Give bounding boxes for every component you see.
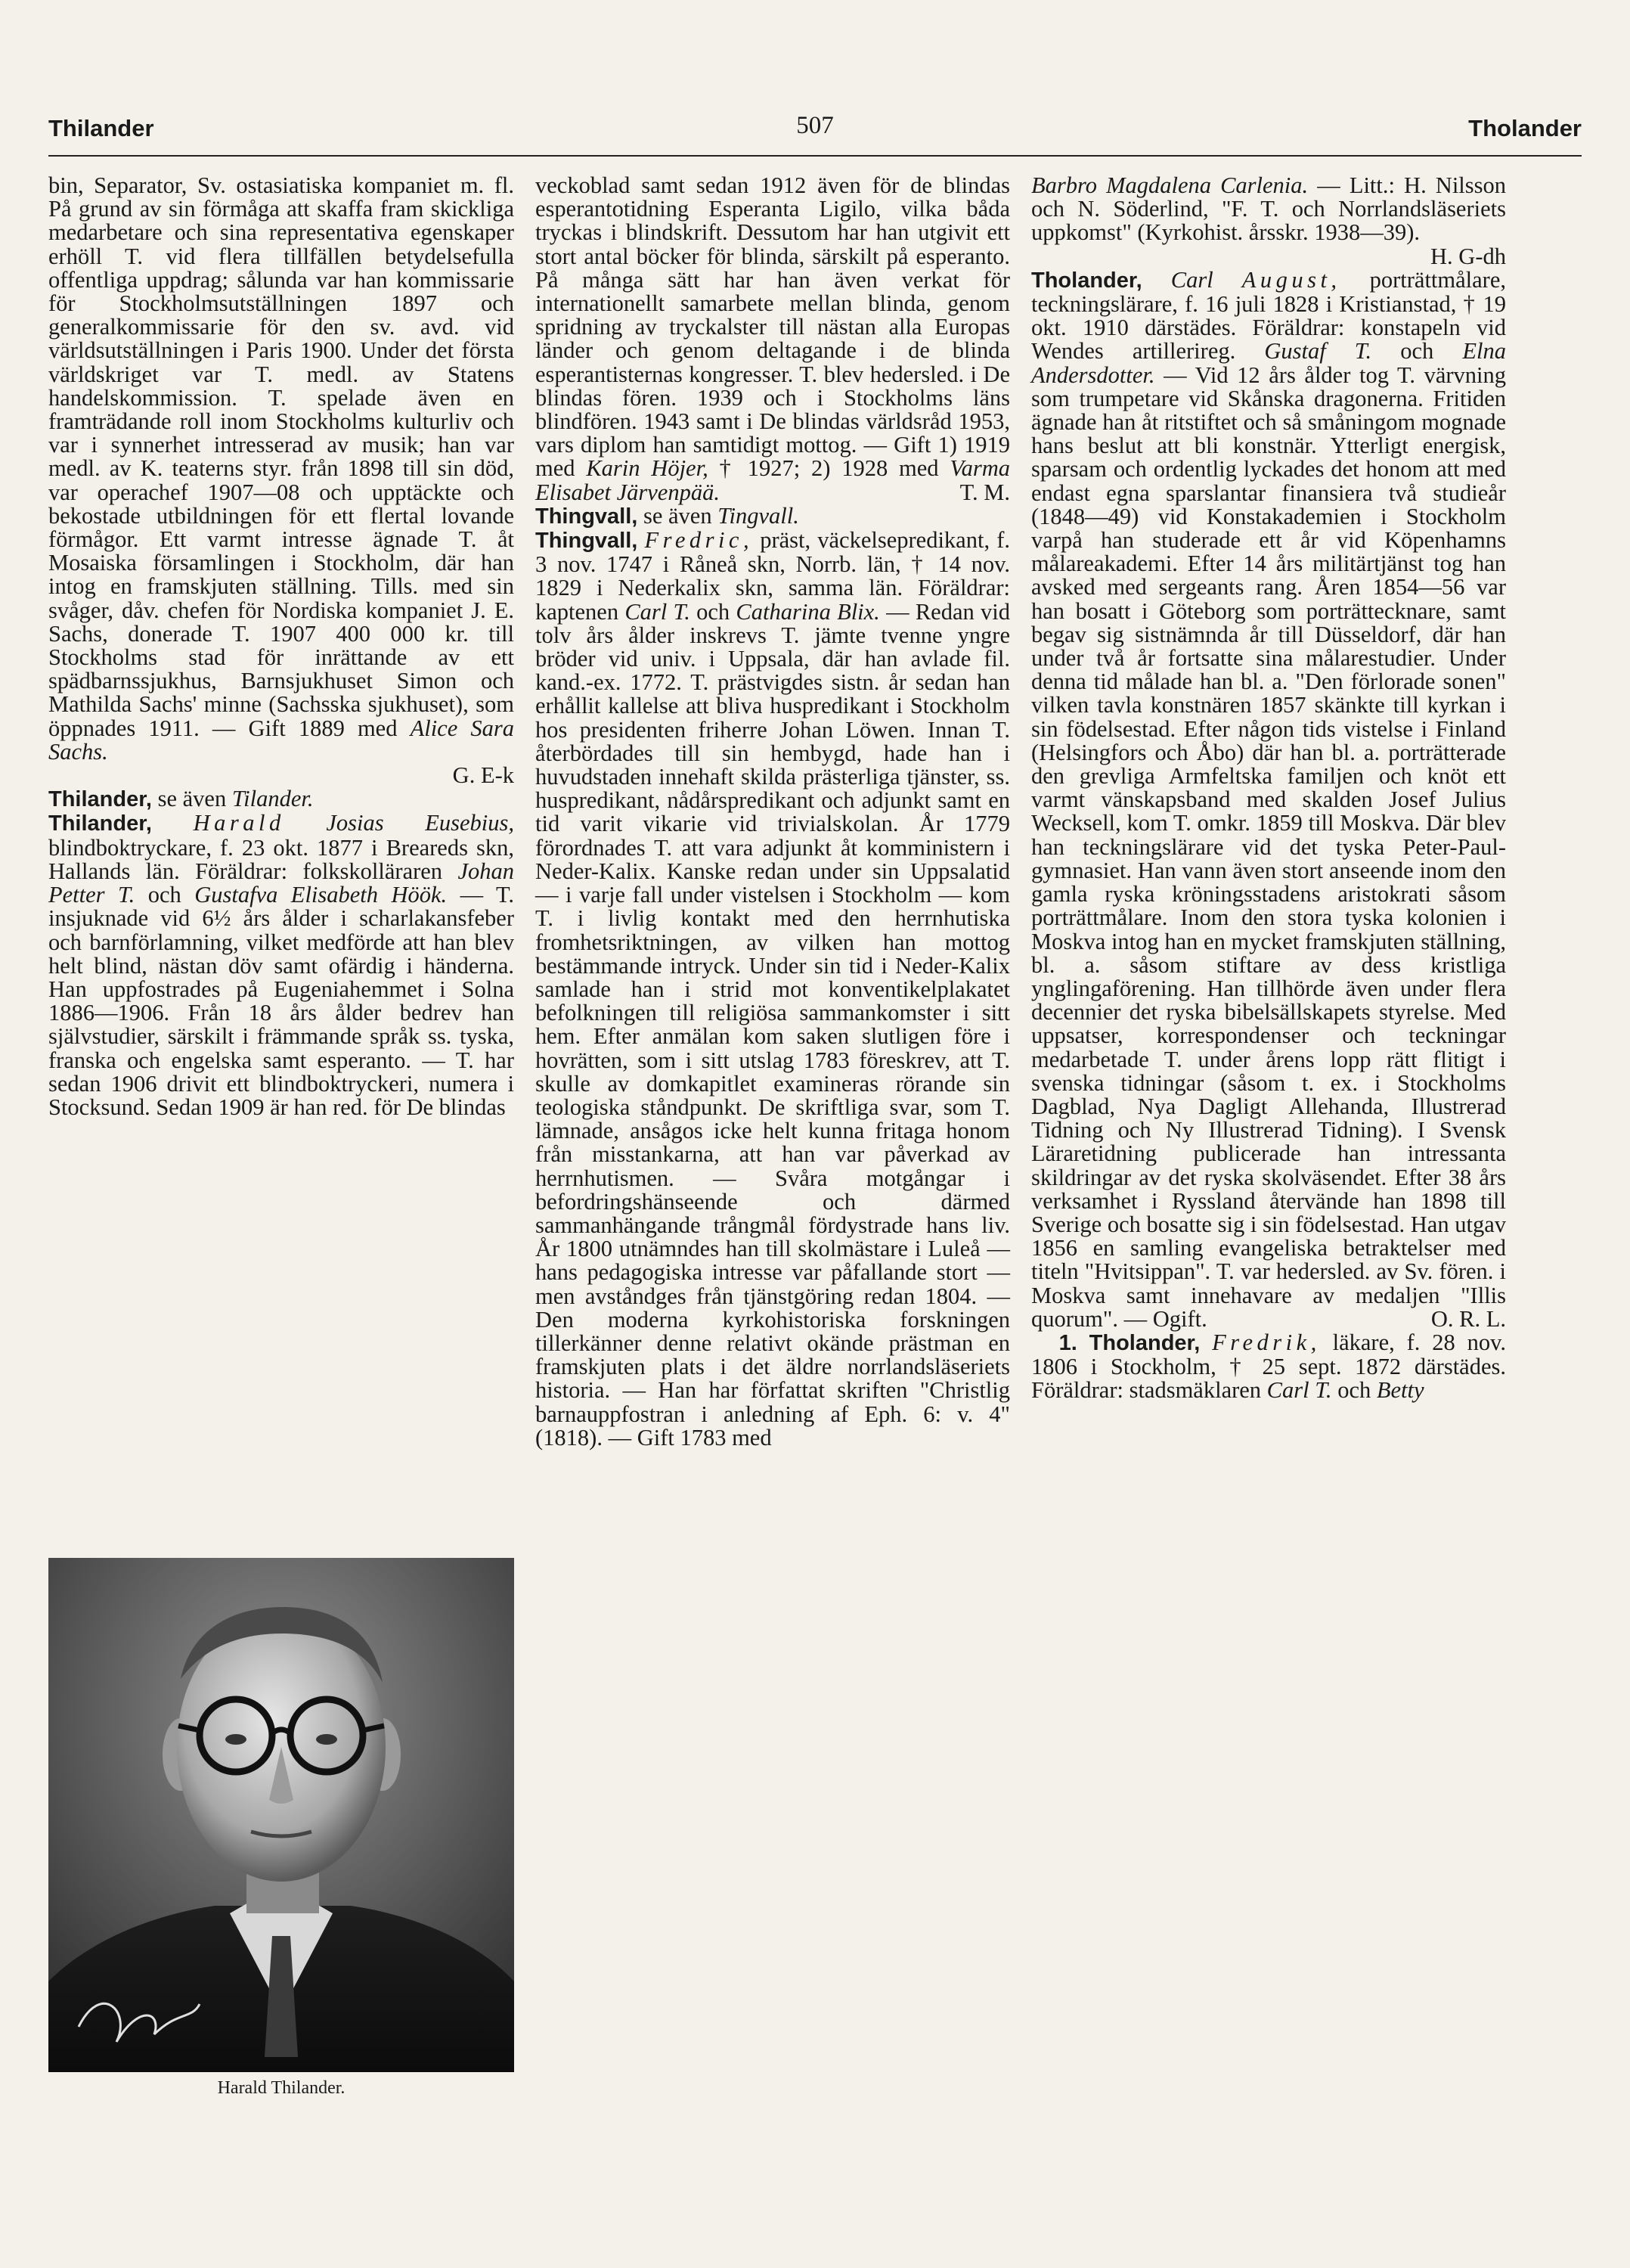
- author-signature: O. R. L.: [1430, 1305, 1506, 1332]
- entry-harald-thilander: Thilander, Harald Josias Eusebius, blindboktryckare, f. 23 okt. 1877 i Breareds skn, Hallands län. Föräldrar: folkskolläraren Johan Petter T. och Gustafva Elisabeth Höök. — T. insjuknade vid 6½ års ålder i scharlakansfeber och barnförlamning, vilket medförde att han blev helt blind, nästan döv samt ofärdig i händerna. Han uppfostrades på Eugeniahemmet i Solna 1886—1906. Från 18 års ålder bedrev han självstudier, särskilt i främmande språk ss. tyska, franska och engelska samt esperanto. — T. har sedan 1906 drivit ett blindboktryckeri, numera i Stocksund. Sedan 1909 är han red. för De blindas: [48, 810, 515, 1120]
- headword: Thilander,: [48, 787, 152, 812]
- headword: Thingvall,: [535, 529, 638, 554]
- column-1: [48, 174, 514, 1119]
- entry-continuation: Barbro Magdalena Carlenia. — Litt.: H. Nilsson och N. Söderlind, "F. T. och Norrlandsläseriets uppkomst" (Kyrkohist. årsskr. 1938—39).: [1031, 172, 1507, 246]
- headword: Thilander,: [48, 811, 152, 836]
- portrait-photo: [48, 1558, 514, 2072]
- cross-reference: Thingvall, se även Tingvall.: [535, 502, 799, 529]
- headword: Thingvall,: [535, 504, 638, 529]
- author-signature: H. G-dh: [1430, 243, 1506, 269]
- header-left-word: Thilander: [48, 115, 154, 141]
- entry-continuation: bin, Separator, Sv. ostasiatiska kompaniet m. fl. På grund av sin förmåga att skaffa fram skickliga medarbetare och sina representativa egenskaper erhöll T. vid flera tillfällen betydelsefulla offentliga uppdrag; sålunda var han kommissarie för Stockholmsutställningen 1897 och generalkommissarie för den sv. avd. vid världsutställningen i Paris 1900. Under det första världskriget var T. medl. av Statens handelskommission. T. spelade även en framträdande roll inom Stockholms kulturliv och var i synnerhet intresserad av musik; han var medl. av K. teaterns styr. från 1898 till sin död, var operachef 1907—08 och upptäckte och bekostade utbildningen för ett flertal lovande förmågor. Ett varmt intresse ägnade T. åt Mosaiska församlingen i Stockholm, där han intog en framskjuten ställning. Tills. med sin svåger, dåv. chefen för Nordiska kompaniet J. E. Sachs, donerade T. 1907 400 000 kr. till Stockholms stad för inrättande av ett spädbarnssjukhus, Barnsjukhuset Simon och Mathilda Sachs' minne (Sachsska sjukhuset), som öppnades 1911. — Gift 1889 med Alice Sara Sachs.: [48, 172, 514, 765]
- spouse-name: Alice Sara Sachs.: [48, 715, 514, 765]
- page-number: 507: [796, 112, 834, 139]
- headword: Tholander,: [1031, 268, 1142, 293]
- portrait-image: [48, 1558, 514, 2072]
- cross-reference: Thilander, se även Tilander.: [48, 786, 314, 812]
- running-header: [48, 106, 1582, 151]
- entry-carl-august-tholander: Tholander, Carl August, porträttmålare, teckningslärare, f. 16 juli 1828 i Kristianstad, † 19 okt. 1910 därstädes. Föräldrar: konstapeln vid Wendes artillerireg. Gustaf T. och Elna Andersdotter. — Vid 12 års ålder tog T. värvning som trumpetare vid Skånska dragonerna. Fritiden ägnade han åt ritstiftet och så småningom mognade hans beslut att bli konstnär. Ytterligt energisk, sparsam och ordentlig lyckades det honom att med endast egna sparslantar finansiera två studieår (1848—49) vid Konstakademien i Stockholm varpå han studerade ett år vid Köpenhamns målareakademi. Efter 14 års militärtjänst tog han avsked med sergeants rang. Åren 1854—56 var han bosatt i Göteborg som porträttecknare, samt begav sig sistnämnda år till Düsseldorf, där han under två år fortsatte sina målarestudier. Under denna tid målade han bl. a. "Den förlorade sonen" vilken tavla konstnären 1857 skänkte till kyrkan i sin födelsestad. Efter någon tids vistelse i Finland (Helsingfors och Åbo) där han bl. a. porträtterade den grevliga Armfeltska familjen och knöt ett varmt vänskapsband med skalden Josef Julius Wecksell, kom T. omkr. 1859 till Moskva. Där blev han teckningslärare vid det tyska Peter-Paul-gymnasiet. Han vann även stort anseende inom den gamla ryska kröningsstadens aristokrati såsom porträttmålare. Inom den stora tyska kolonien i Moskva intog han en mycket framskjuten ställning, bl. a. såsom stiftare av dess kristliga ynglingaförening. Han tillhörde även under flera decennier det ryska bibelsällskapets styrelse. Med uppsatser, korrespondenser och teckningar medarbetade T. under årens lopp rätt flitigt i svenska tidningar (såsom t. ex. i Stockholms Dagblad, Nya Dagligt Allehanda, Illustrerad Tidning och Ny Illustrerad Tidning). I Svensk Läraretidning publicerade han intressanta skildringar av det ryska skolväsendet. Efter 38 års verksamhet i Ryssland återvände han 1898 till Sverige och bosatte sig i sin födelsestad. Han utgav 1856 en samling evangeliska betraktelser med titeln "Hvitsippan". T. var hedersled. av Sv. fören. i Moskva samt innehavare av medaljen "Illis quorum". — Ogift. O. R. L.: [1031, 266, 1506, 1332]
- column-2: [535, 174, 1010, 1450]
- column-3: [1031, 174, 1506, 1403]
- header-rule: [48, 155, 1582, 157]
- header-right-word: Tholander: [1468, 115, 1582, 141]
- author-signature: T. M.: [959, 479, 1010, 505]
- photo-caption: Harald Thilander.: [217, 2078, 346, 2098]
- entry-continuation: veckoblad samt sedan 1912 även för de blindas esperantotidning Esperanta Ligilo, vilka båda tryckas i blindskrift. Dessutom har han utgivit ett stort antal böcker för blinda, särskilt på esperanto. På många sätt har han även verkat för internationellt samarbete mellan blinda, genom spridning av tryckalster till nästan alla Europas länder och genom deltagande i de blinda esperantisternas kongresser. T. blev hedersled. i De blindas fören. 1939 och i Stockholms läns blindfören. 1943 samt i De blindas världsråd 1953, vars diplom han samtidigt mottog. — Gift 1) 1919 med Karin Höjer, † 1927; 2) 1928 med Varma Elisabet Järvenpää. T. M.: [535, 172, 1010, 505]
- author-signature: G. E-k: [452, 762, 514, 789]
- headword: Tholander,: [1089, 1330, 1201, 1355]
- entry-fredrik-tholander: 1. Tholander, Fredrik, läkare, f. 28 nov. 1806 i Stockholm, † 25 sept. 1872 därstädes. Föräldrar: stadsmäklaren Carl T. och Betty: [1031, 1329, 1507, 1404]
- entry-fredric-thingvall: Thingvall, Fredric, präst, väckelsepredikant, f. 3 nov. 1747 i Råneå skn, Norrb. län, † 14 nov. 1829 i Nederkalix skn, samma län. Föräldrar: kaptenen Carl T. och Catharina Blix. — Redan vid tolv års ålder inskrevs T. jämte tvenne yngre bröder vid univ. i Uppsala, där han avlade fil. kand.-ex. 1772. T. prästvigdes sistn. år sedan han erhållit kallelse att bliva huspredikant i Stockholm hos presidenten friherre Johan Löwen. Innan T. återbördades till sin hembygd, hade han i huvudstaden innehaft skilda prästerliga tjänster, ss. huspredikant, nådårspredikant och adjunkt samt en tid varit vikarie vid trivialskolan. År 1779 förordnades T. att vara adjunkt åt komministern i Neder-Kalix. Kanske redan under sin Uppsalatid — i varje fall under vistelsen i Stockholm — kom T. i livlig kontakt med den herrnhutiska fromhetsriktningen, av vilken han mottog bestämmande intryck. Under sin tid i Neder-Kalix samlade han i strid mot konventikelplakatet befolkningen till religiösa sammankomster i sitt hem. Efter anmälan kom saken slutligen före i hovrätten, som i sitt utslag 1783 föreskrev, att T. skulle av domkapitlet examineras rörande sin teologiska ståndpunkt. De skriftliga svar, som T. lämnade, ansågos icke helt kunna fritaga honom från misstankarna, att han var påverkad av herrnhutismen. — Svåra motgångar i befordringshänseende och därmed sammanhängande trångmål fördystrade hans liv. År 1800 utnämndes han till skolmästare i Luleå — hans pedagogiska intresse var påfallande stort — men avståndges från tjänstgöring redan 1804. — Den moderna kyrkohistoriska forskningen tillerkänner denne relativt okände prästman en framskjuten plats i det äldre norrlandsläseriets historia. — Han har författat skriften "Christlig barnauppfostran i anledning af Eph. 6: v. 4" (1818). — Gift 1783 med: [535, 527, 1010, 1450]
